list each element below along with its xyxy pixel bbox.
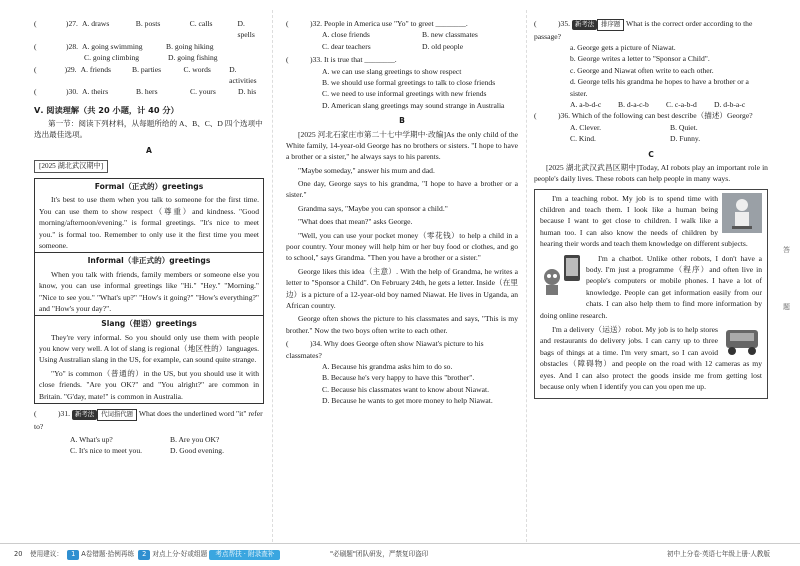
footer <box>0 543 800 566</box>
teaching-robot-icon <box>722 193 762 233</box>
formal-heading: Formal（正式的）greetings <box>94 182 204 191</box>
question-29: ( )29. A. friends B. parties C. words D. activities <box>34 64 257 85</box>
source-tag: [2025 湖北武汉期中] <box>34 160 108 173</box>
page-number: 20 <box>14 550 23 559</box>
column-middle <box>286 18 518 407</box>
question-35: ( )35. 新考法 排序题 What is the correct order according to the passage? a. George gets a picture of Niawat. b. George writes a letter to "Sponsor a Child". c. George and Niawat often write to each other. d. George tells his grandma he hopes to have a brother or a sister. A. a-b-d-c B. d-a-c-b C. c-a-b-d D. d-b-a-c <box>534 19 753 109</box>
usage-advice: 使用建议： 1 A卷错题·拾例再练 2 对点上分·好或组题 考点帮扶 · 附录查补 <box>30 550 280 560</box>
new-test-tag: 新考法 <box>572 20 597 30</box>
formal-text: It's best to use them when you talk to someone for the first time. You can use them to show respect（尊重）and kindness. "Good morning/afternoon/evening." is formal greetings. "It's nice to meet you." is formal too. Remember to only use it the first time you meet someone. <box>39 195 259 250</box>
passage-c-label: C <box>648 149 654 159</box>
chatbot-icon <box>540 253 582 297</box>
question-32: ( )32. People in America use "Yo" to greet ________. A. close friends B. new classmates C. dear teachers D. old people <box>286 19 478 51</box>
instruction: 第一节：阅读下列材料，从每题所给的 A、B、C、D 四个选项中选出最佳选项。 <box>34 119 263 140</box>
teaching-robot-text: I'm a teaching robot. My job is to spend time with children and teach them. I look like a human being because I want to get close to children. I walk like a human too. I can also know the needs of children by hearing their words and teach them knowledge on different subjects. <box>540 193 748 249</box>
passage-b-p1: [2025 河北石家庄市第二十七中学期中·改编]As the only child of the White family, 14-year-old George has no brothers or sisters. "I hope to have a brother or a sister," he always says to his parents. <box>286 129 519 162</box>
slang-heading: Slang（俚语）greetings <box>35 315 263 330</box>
passage-b-p8: George often shows the picture to his classmates and says, "This is my brother." Now the two boys often write to each other. <box>286 314 518 335</box>
question-28: ( )28. A. going swimming B. going hiking C. going climbing D. going fishing <box>34 41 218 63</box>
slang-text-1: They're very informal. So you should only use them with people you know very well. A lot of slang is regional（地区性的）languages. Using Australian slang in the US, for example, can sound quite strange. <box>39 332 259 365</box>
delivery-robot-text: I'm a delivery（运送）robot. My job is to help stores and restaurants do delivery jobs. I can carry up to three bags of things at a time. I'm very smart, so I can avoid obstacles（障碍物）and people on the road with 12 cameras as my eyes. And I can also protect the goods inside me from getting lost because only when I identify you can you open me up. <box>540 324 762 391</box>
type-tag: 代词指代题 <box>97 409 137 421</box>
column-right <box>534 18 768 399</box>
margin-mark-top: 答 <box>783 246 790 254</box>
passage-b-label: B <box>399 116 405 126</box>
passage-b-p4: Grandma says, "Maybe you can sponsor a child." <box>298 203 448 213</box>
question-27: ( )27. A. draws B. posts C. calls D. spells <box>34 19 255 40</box>
section-title: Ⅴ. 阅读理解（共 20 小题，计 40 分） <box>34 104 179 115</box>
question-30: ( )30. A. theirs B. hers C. yours D. his <box>34 87 257 97</box>
robot-box <box>534 189 768 400</box>
book-title: 初中上分卷·英语七年级上册·人教版 <box>666 550 770 559</box>
delivery-robot-icon <box>722 324 762 356</box>
question-33: ( )33. It is true that ________. A. we can use slang greetings to show respect B. we should use formal greetings to talk to close friends C. we need to use informal greetings with new friends D. American slang greetings may sound strange in Australia <box>286 55 505 110</box>
passage-b-p5: "What does that mean?" asks George. <box>298 217 413 227</box>
passage-b-p3: One day, George says to his grandma, "I hope to have a brother or a sister." <box>286 179 518 200</box>
passage-c-intro: [2025 湖北武汉武昌区期中]Today, AI robots play an important role in people's daily lives. These robots can help people in many ways. <box>534 162 768 184</box>
informal-heading: Informal（非正式的）greetings <box>35 252 263 267</box>
question-36: ( )36. Which of the following can best describe（描述）George? A. Clever. B. Quiet. C. Kind. D. Funny. <box>534 111 753 144</box>
greetings-box <box>34 178 264 404</box>
question-31: ( )31. 新考法 代词指代题 What does the underlined word "it" refer to? A. What's up? B. Are you OK? C. It's nice to meet you. D. Good evening. <box>34 409 263 456</box>
passage-b-p7: George likes this idea（主意）. With the help of Grandma, he writes a letter to "Sponsor a Child". On February 24th, he gets a letter. Inside（在里边）is a picture of a 12-year-old boy named Niawat. He lives in Uganda, an African country. <box>286 266 518 310</box>
passage-b-p6: "Well, you can use your pocket money（零花钱）to help a child in a poor country. Your money will help him or her buy food or clothes, and go to school," says Grandma. "Then you have a brother or a sister." <box>286 230 518 263</box>
chatbot-text: I'm a chatbot. Unlike other robots, I don't have a body. I'm just a programme（程序）and often live in people's computers or mobile phones. I have a lot of knowledge. People can get information easily from our chats. I can also help them to find more information by doing online research. <box>540 253 762 320</box>
column-divider <box>526 10 527 542</box>
passage-b-p2: "Maybe someday," answer his mum and dad. <box>298 165 435 175</box>
passage-a-label: A <box>146 145 152 155</box>
column-left <box>34 18 264 457</box>
new-test-tag: 新考法 <box>72 410 97 420</box>
copyright-note: "必刷题"团队研发，严禁复印盗印 <box>330 550 429 559</box>
column-divider <box>272 10 273 542</box>
slang-text-2: "Yo" is common（普通的）in the US, but you should use it with close friends. "Are you OK?" and "You alright?" are common in Britain. "G'day, mate!" is common in Australia. <box>39 368 259 401</box>
question-number: )27. <box>65 19 78 28</box>
type-tag: 排序题 <box>597 19 624 31</box>
question-34: ( )34. Why does George often show Niawat's picture to his classmates? A. Because his grandma asks him to do so. B. Because he's very happy to have this "brother". C. Because his classmates want to know about Niawat. D. Because he wants to get more money to help Niawat. <box>286 339 493 406</box>
informal-text: When you talk with friends, family members or someone else you know, you can use informal greetings like "Hi." "Hey." "Morning." "Nice to see you." "What's up?" "How's it going?" "How's everything?" and "How's your day?". <box>39 269 259 313</box>
margin-mark-bottom: 题 <box>783 303 790 311</box>
